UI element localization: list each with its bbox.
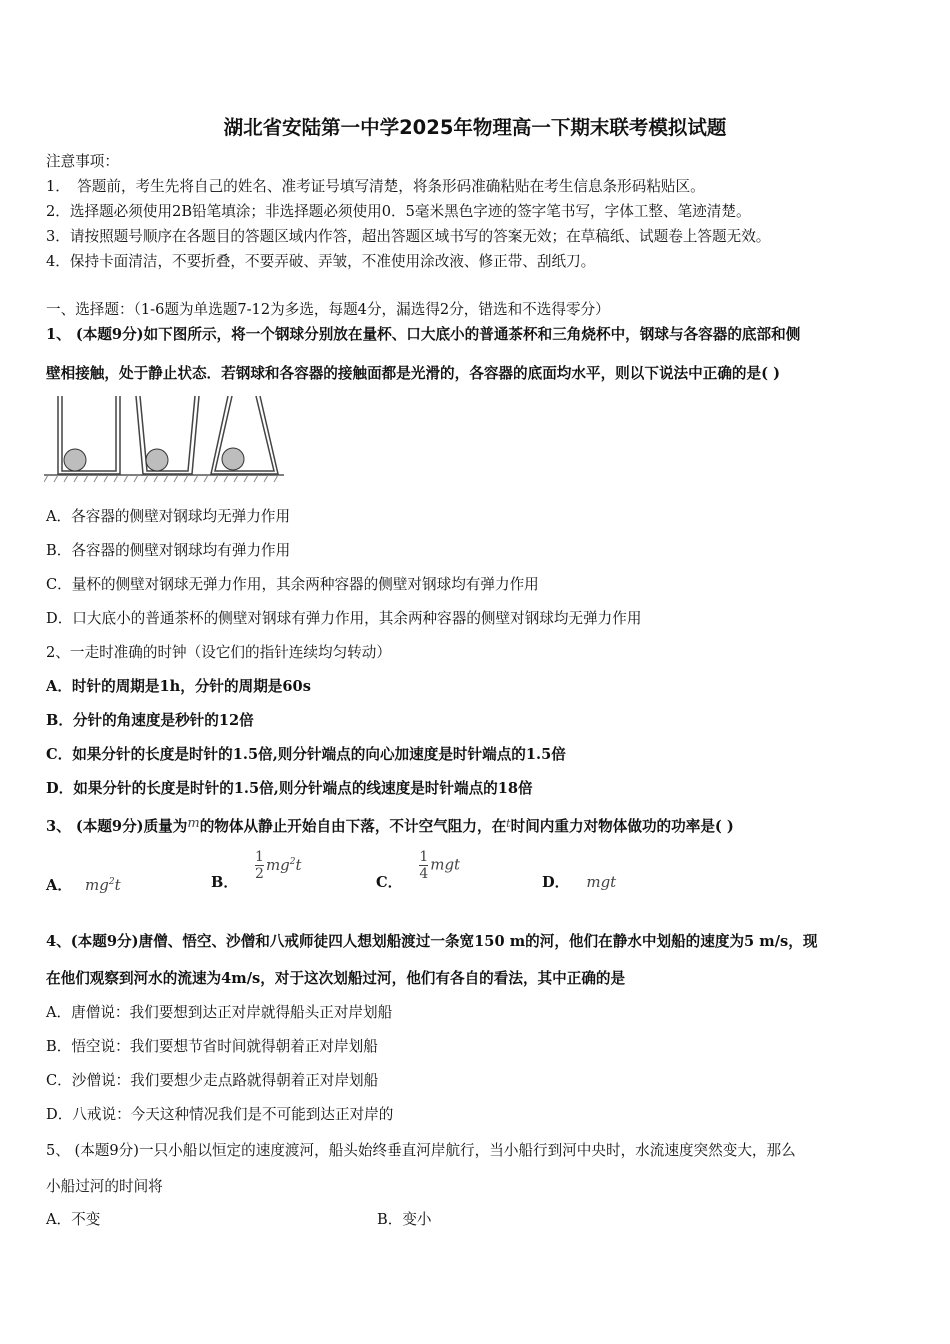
q3-option-c [376,849,460,893]
steel-ball [64,449,86,471]
notice-item: 1． 答题前，考生先将自己的姓名、准考证号填写清楚，将条形码准确粘贴在考生信息条形码粘贴区。 [46,178,705,195]
formula: $mg^2t$ [85,876,121,894]
q3-option-d [542,872,616,893]
q2-option-d: D．如果分针的长度是时针的1.5倍,则分针端点的线速度是时针端点的18倍 [46,780,533,797]
steel-ball [222,448,244,470]
var-m: m [187,816,200,831]
steel-ball [146,449,168,471]
q4-stem-line1: 4、(本题9分)唐僧、悟空、沙僧和八戒师徒四人想划船渡过一条宽150 m的河，他们在静水中划船的速度为5 m/s，现 [46,933,818,950]
q3-stem-part: 3、 (本题9分)质量为 [46,818,188,835]
var-t: t [506,817,511,830]
q2-stem: 2、一走时准确的时钟（设它们的指针连续均匀转动） [46,644,391,661]
q2-option-a: A．时针的周期是1h，分针的周期是60s [46,678,311,695]
q3-stem-part: 的物体从静止开始自由下落，不计空气阻力，在 [199,818,507,835]
q5-stem-line2: 小船过河的时间将 [46,1178,163,1195]
notice-item: 4．保持卡面清洁，不要折叠，不要弄破、弄皱，不准使用涂改液、修正带、刮纸刀。 [46,253,596,270]
q2-option-c: C．如果分针的长度是时针的1.5倍,则分针端点的向心加速度是时针端点的1.5倍 [46,746,566,763]
option-label: D． [542,874,570,891]
q5-option-b: B．变小 [377,1211,432,1228]
q4-option-d: D．八戒说：今天这种情况我们是不可能到达正对岸的 [46,1106,394,1123]
q3-stem [46,814,734,837]
q4-option-b: B．悟空说：我们要想节省时间就得朝着正对岸划船 [46,1038,378,1055]
q1-option-c: C．量杯的侧壁对钢球无弹力作用，其余两种容器的侧壁对钢球均有弹力作用 [46,576,539,593]
formula: mgt [430,855,461,874]
formula: mgt [586,873,617,891]
q5-stem-line1: 5、 (本题9分)一只小船以恒定的速度渡河，船头始终垂直河岸航行，当小船行到河中央时，水流速度突然变大，那么 [46,1142,796,1159]
q1-option-d: D．口大底小的普通茶杯的侧壁对钢球有弹力作用，其余两种容器的侧壁对钢球均无弹力作用 [46,610,642,627]
q1-stem-line1: 1、 (本题9分)如下图所示，将一个钢球分别放在量杯、口大底小的普通茶杯和三角烧杯中，钢球与各容器的底部和侧 [46,326,801,343]
conical-flask [211,396,278,474]
option-label: B． [211,874,238,891]
q1-option-b: B．各容器的侧壁对钢球均有弹力作用 [46,542,291,559]
option-label: A． [46,877,72,894]
q4-option-c: C．沙僧说：我们要想少走点路就得朝着正对岸划船 [46,1072,379,1089]
q1-containers-figure [44,392,284,484]
section-heading: 一、选择题：（1-6题为单选题7-12为多选，每题4分，漏选得2分，错选和不选得零分） [46,301,610,318]
notice-heading: 注意事项： [46,153,119,170]
q1-option-a: A．各容器的侧壁对钢球均无弹力作用 [46,508,291,525]
option-label: C． [376,874,403,891]
formula: $mg^2t$ [265,855,302,874]
q4-stem-line2: 在他们观察到河水的流速为4m/s，对于这次划船过河，他们有各自的看法，其中正确的是 [46,970,626,987]
q3-option-b [211,849,302,893]
q3-stem-part: 时间内重力对物体做功的功率是( ) [510,818,734,835]
q2-option-b: B．分针的角速度是秒针的12倍 [46,712,254,729]
fraction: $\frac{1}{2}$ [255,849,264,882]
q3-option-a [46,872,121,896]
notice-item: 2．选择题必须使用2B铅笔填涂；非选择题必须使用0．5毫米黑色字迹的签字笔书写，字体工整、笔迹清楚。 [46,203,751,220]
fraction: $\frac{1}{4}$ [419,849,429,882]
q4-option-a: A．唐僧说：我们要想到达正对岸就得船头正对岸划船 [46,1004,393,1021]
q5-option-a: A．不变 [46,1211,101,1228]
q1-stem-line2: 壁相接触，处于静止状态．若钢球和各容器的接触面都是光滑的，各容器的底面均水平，则以下说法中正确的是( ) [46,365,780,382]
page-title: 湖北省安陆第一中学2025年物理高一下期末联考模拟试题 [223,116,727,139]
notice-item: 3．请按照题号顺序在各题目的答题区域内作答，超出答题区域书写的答案无效；在草稿纸、试题卷上答题无效。 [46,228,771,245]
